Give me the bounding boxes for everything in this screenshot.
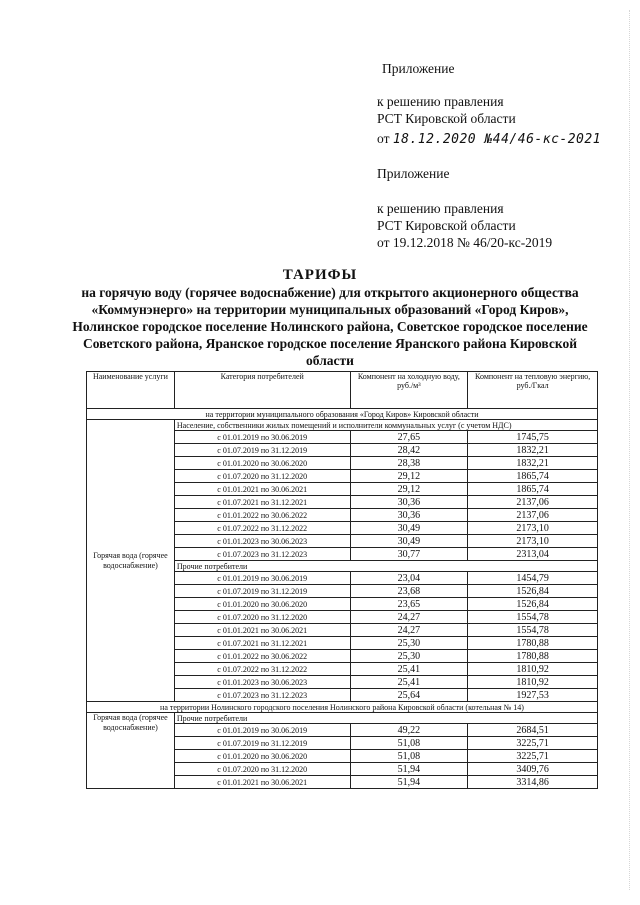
- period-cell: с 01.07.2020 по 31.12.2020: [174, 763, 350, 776]
- table-header-row: [87, 372, 598, 409]
- cold-value: 25,41: [350, 663, 468, 676]
- cold-value: 28,38: [350, 457, 468, 470]
- period-cell: с 01.01.2021 по 30.06.2021: [174, 624, 350, 637]
- category-row: [87, 713, 598, 724]
- cold-value: 28,42: [350, 444, 468, 457]
- header1-line1: к решению правления: [377, 94, 504, 109]
- cold-value: 30,36: [350, 496, 468, 509]
- cold-value: 29,12: [350, 470, 468, 483]
- header-service: Наименование услуги: [87, 372, 175, 409]
- period-cell: с 01.01.2020 по 30.06.2020: [174, 750, 350, 763]
- header1-title: Приложение: [382, 61, 455, 76]
- heat-value: 3314,86: [468, 776, 598, 789]
- period-cell: с 01.07.2019 по 31.12.2019: [174, 585, 350, 598]
- cold-value: 24,27: [350, 624, 468, 637]
- cold-value: 25,30: [350, 637, 468, 650]
- heat-value: 1865,74: [468, 470, 598, 483]
- heat-value: 2173,10: [468, 522, 598, 535]
- period-cell: с 01.07.2021 по 31.12.2021: [174, 637, 350, 650]
- category-label: Прочие потребители: [174, 713, 597, 724]
- period-cell: с 01.01.2019 по 30.06.2019: [174, 431, 350, 444]
- cold-value: 23,68: [350, 585, 468, 598]
- cold-value: 25,41: [350, 676, 468, 689]
- territory-row: [87, 409, 598, 420]
- period-cell: с 01.07.2020 по 31.12.2020: [174, 611, 350, 624]
- period-cell: с 01.07.2019 по 31.12.2019: [174, 444, 350, 457]
- heat-value: 1832,21: [468, 444, 598, 457]
- header-cold-component: Компонент на холодную воду, руб./м³: [350, 372, 468, 409]
- period-cell: с 01.01.2023 по 30.06.2023: [174, 676, 350, 689]
- header-heat-component: Компонент на тепловую энергию, руб./Гкал: [468, 372, 598, 409]
- cold-value: 51,94: [350, 776, 468, 789]
- heat-value: 1810,92: [468, 676, 598, 689]
- period-cell: с 01.01.2021 по 30.06.2021: [174, 776, 350, 789]
- cold-value: 25,64: [350, 689, 468, 702]
- header2-title: Приложение: [377, 166, 450, 181]
- cold-value: 30,49: [350, 522, 468, 535]
- period-cell: с 01.07.2022 по 31.12.2022: [174, 663, 350, 676]
- period-cell: с 01.01.2019 по 30.06.2019: [174, 572, 350, 585]
- heat-value: 1810,92: [468, 663, 598, 676]
- heat-value: 1554,78: [468, 624, 598, 637]
- tariff-table: [86, 371, 598, 789]
- territory-row: [87, 702, 598, 713]
- scan-edge: [629, 10, 636, 890]
- cold-value: 30,49: [350, 535, 468, 548]
- heat-value: 1745,75: [468, 431, 598, 444]
- heat-value: 1554,78: [468, 611, 598, 624]
- period-cell: с 01.01.2020 по 30.06.2020: [174, 457, 350, 470]
- period-cell: с 01.07.2020 по 31.12.2020: [174, 470, 350, 483]
- document-title: ТАРИФЫ: [282, 267, 358, 283]
- service-name: Горячая вода (горячее водоснабжение): [87, 420, 175, 702]
- document-subtitle: на горячую воду (горячее водоснабжение) для открытого акционерного общества «Коммунэнерго» на территории муниципальных образований «Город Киров», Нолинское городское поселение Нолинского района, Советское городское поселение Советского района, Яранское городское поселение Яранского района Кировской области: [72, 285, 588, 368]
- heat-value: 2173,10: [468, 535, 598, 548]
- heat-value: 1526,84: [468, 598, 598, 611]
- heat-value: 1780,88: [468, 650, 598, 663]
- cold-value: 24,27: [350, 611, 468, 624]
- header1-prefix: от: [377, 131, 390, 146]
- category-row: [87, 420, 598, 431]
- territory-label: на территории муниципального образования «Город Киров» Кировской области: [87, 409, 598, 420]
- service-name: Горячая вода (горячее водоснабжение): [87, 713, 175, 789]
- period-cell: с 01.07.2021 по 31.12.2021: [174, 496, 350, 509]
- handwritten-decision-number: 18.12.2020 №44/46-кс-2021: [392, 132, 602, 147]
- cold-value: 30,36: [350, 509, 468, 522]
- heat-value: 1865,74: [468, 483, 598, 496]
- header2-line1: к решению правления: [377, 201, 504, 216]
- cold-value: 51,08: [350, 737, 468, 750]
- cold-value: 51,94: [350, 763, 468, 776]
- cold-value: 27,65: [350, 431, 468, 444]
- header2-line2: РСТ Кировской области: [377, 218, 516, 233]
- period-cell: с 01.07.2022 по 31.12.2022: [174, 522, 350, 535]
- heat-value: 1832,21: [468, 457, 598, 470]
- cold-value: 23,65: [350, 598, 468, 611]
- heat-value: 1927,53: [468, 689, 598, 702]
- cold-value: 30,77: [350, 548, 468, 561]
- cold-value: 29,12: [350, 483, 468, 496]
- heat-value: 3225,71: [468, 750, 598, 763]
- table-body: [87, 409, 598, 789]
- territory-label: на территории Нолинского городского поселения Нолинского района Кировской области (котельная № 14): [87, 702, 598, 713]
- heat-value: 2313,04: [468, 548, 598, 561]
- header1-line2: РСТ Кировской области: [377, 111, 516, 126]
- header-category: Категория потребителей: [174, 372, 350, 409]
- header1-date-line: [377, 130, 601, 148]
- period-cell: с 01.01.2020 по 30.06.2020: [174, 598, 350, 611]
- period-cell: с 01.01.2019 по 30.06.2019: [174, 724, 350, 737]
- cold-value: 51,08: [350, 750, 468, 763]
- heat-value: 1454,79: [468, 572, 598, 585]
- heat-value: 1526,84: [468, 585, 598, 598]
- period-cell: с 01.01.2022 по 30.06.2022: [174, 509, 350, 522]
- cold-value: 23,04: [350, 572, 468, 585]
- cold-value: 25,30: [350, 650, 468, 663]
- period-cell: с 01.07.2019 по 31.12.2019: [174, 737, 350, 750]
- heat-value: 1780,88: [468, 637, 598, 650]
- period-cell: с 01.07.2023 по 31.12.2023: [174, 548, 350, 561]
- category-label: Прочие потребители: [174, 561, 597, 572]
- heat-value: 2684,51: [468, 724, 598, 737]
- heat-value: 3225,71: [468, 737, 598, 750]
- cold-value: 49,22: [350, 724, 468, 737]
- period-cell: с 01.07.2023 по 31.12.2023: [174, 689, 350, 702]
- period-cell: с 01.01.2023 по 30.06.2023: [174, 535, 350, 548]
- header2-line3: от 19.12.2018 № 46/20-кс-2019: [377, 235, 553, 250]
- category-label: Население, собственники жилых помещений и исполнители коммунальных услуг (с учетом НДС): [174, 420, 597, 431]
- period-cell: с 01.01.2021 по 30.06.2021: [174, 483, 350, 496]
- heat-value: 3409,76: [468, 763, 598, 776]
- heat-value: 2137,06: [468, 496, 598, 509]
- period-cell: с 01.01.2022 по 30.06.2022: [174, 650, 350, 663]
- heat-value: 2137,06: [468, 509, 598, 522]
